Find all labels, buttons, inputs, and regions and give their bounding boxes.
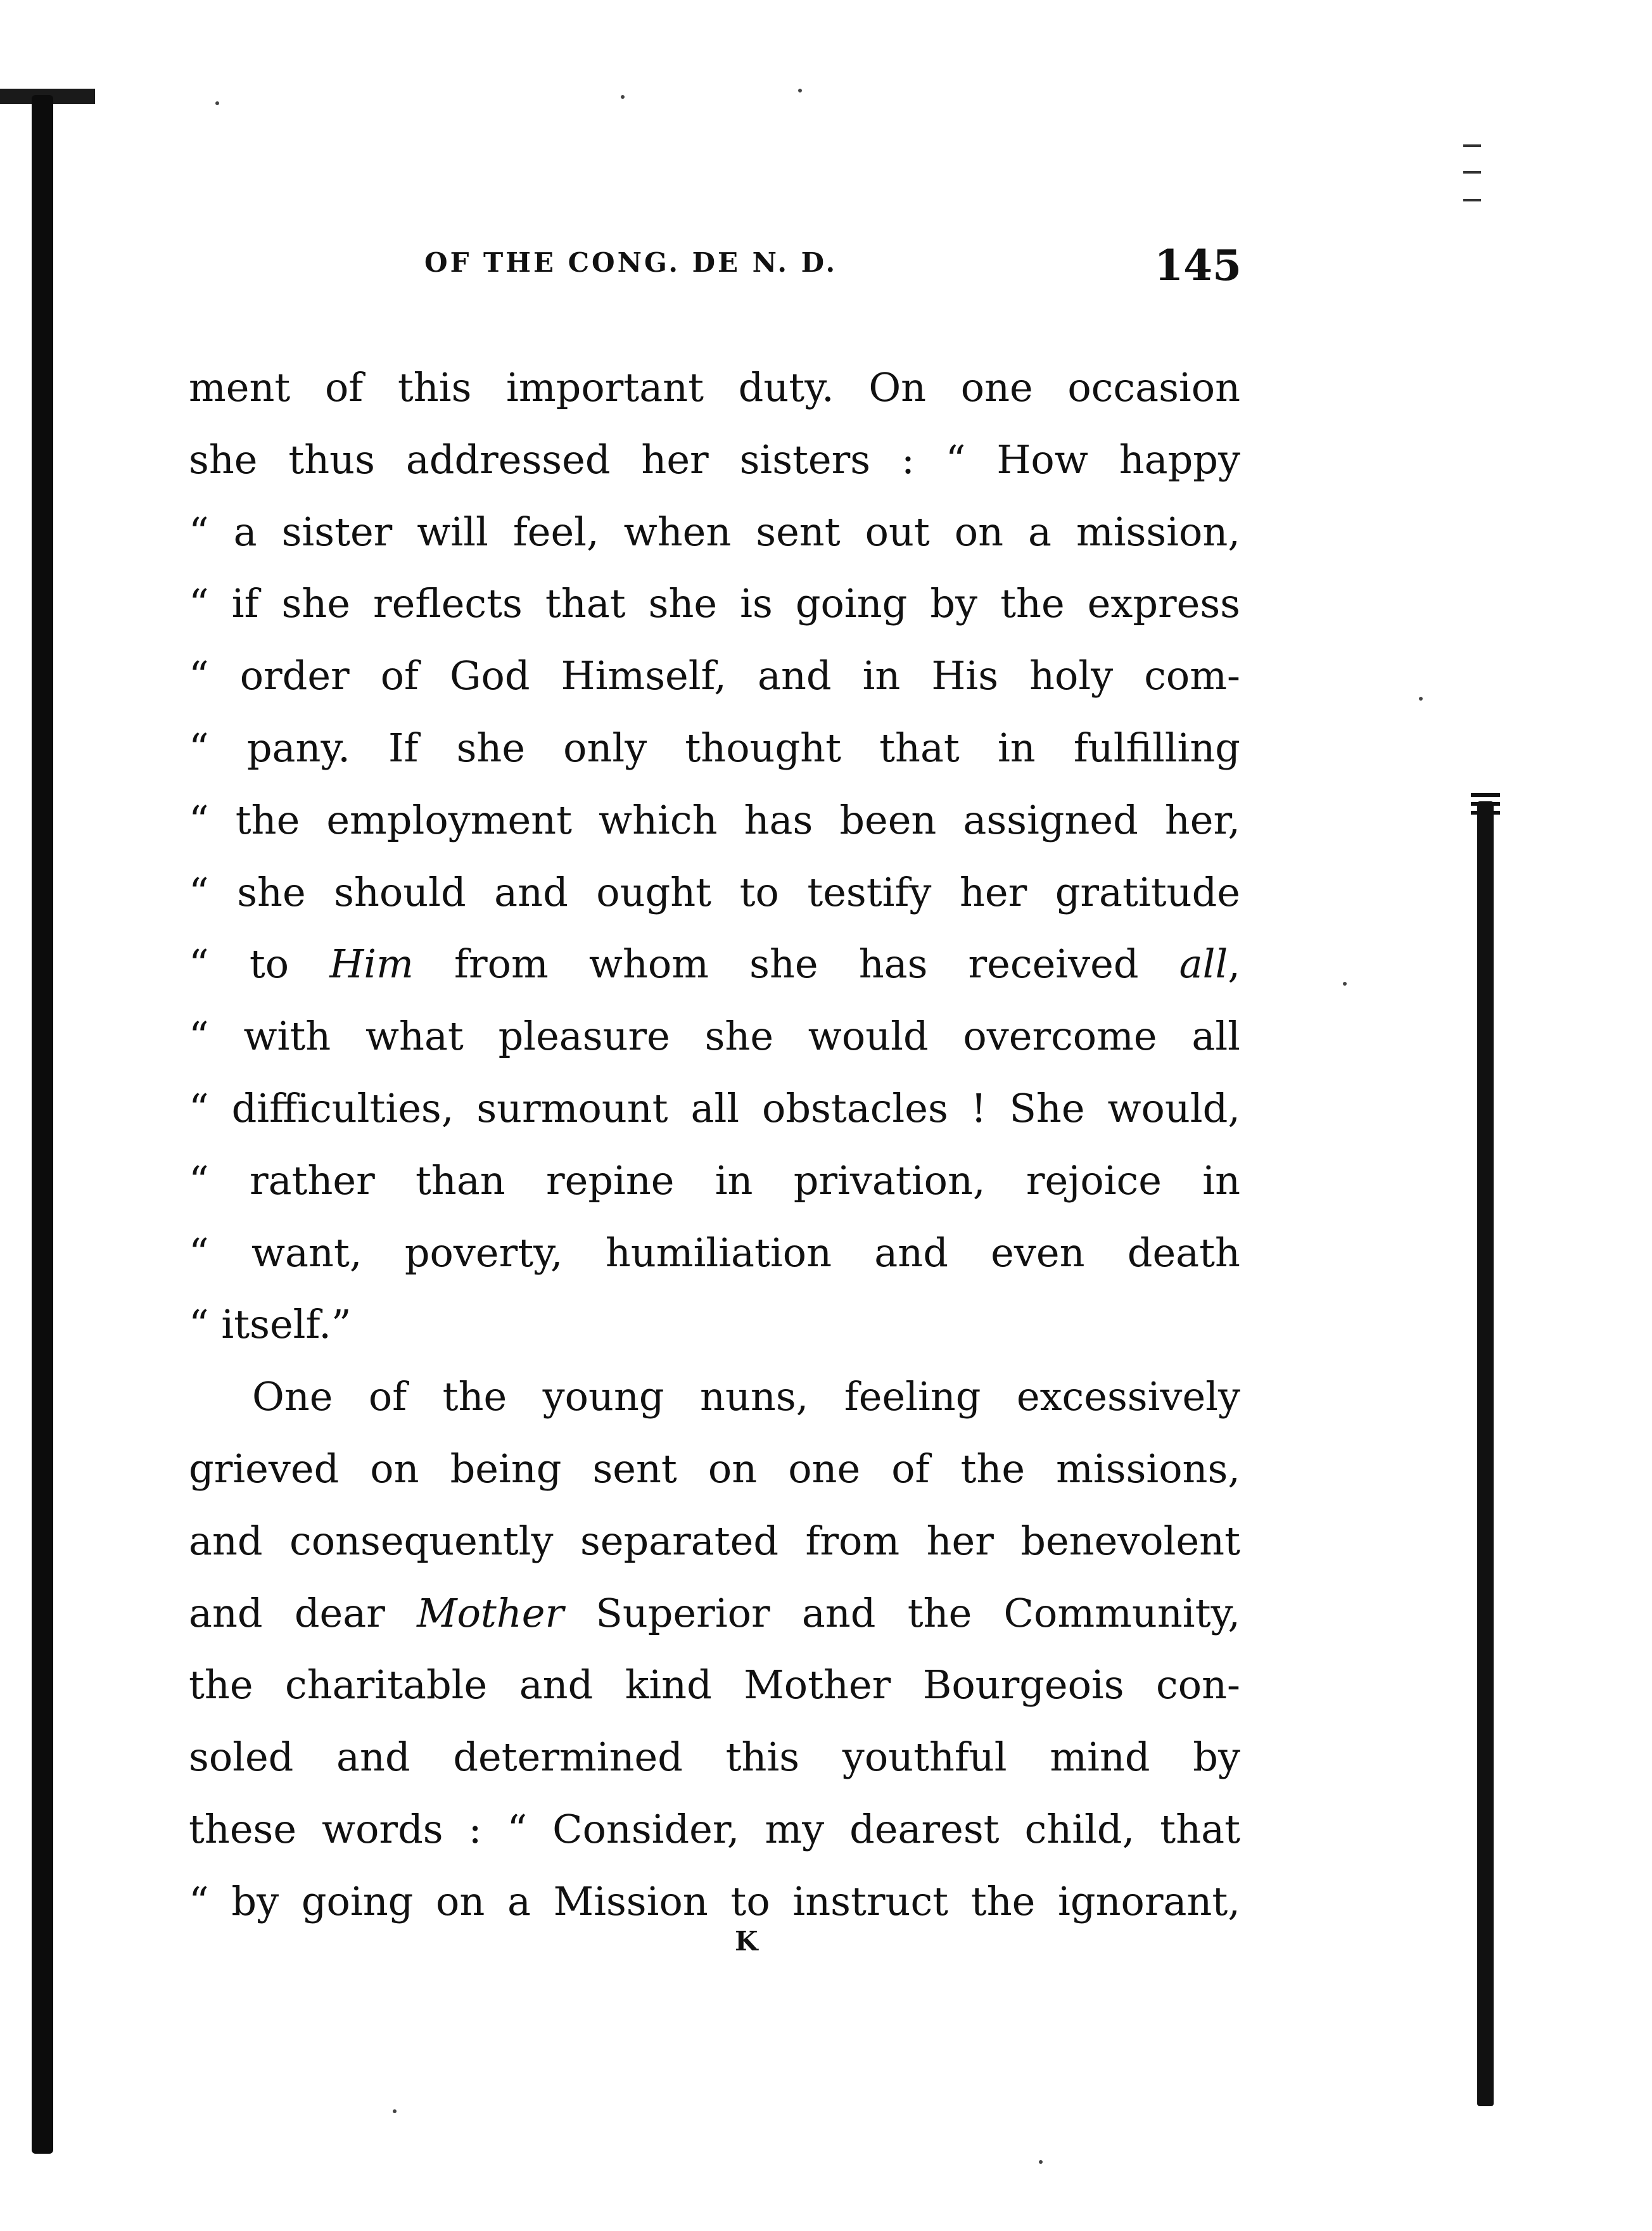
text-run: from whom she has received [413, 941, 1179, 988]
text-line [189, 928, 1240, 1000]
text-line: ment of this important duty. On one occasion [189, 364, 1240, 410]
scan-marks-right [1471, 793, 1500, 797]
text-run: “ to [189, 941, 330, 988]
text-line: “ by going on a Mission to instruct the ignorant, [189, 1878, 1240, 1924]
text-line: “ if she reflects that she is going by the express [189, 580, 1240, 627]
scan-speck [1039, 2160, 1043, 2164]
text-line: “ with what pleasure she would overcome all [189, 1013, 1240, 1060]
text-line: “ order of God Himself, and in His holy com- [189, 652, 1240, 699]
text-line: “ want, poverty, humiliation and even death [189, 1229, 1240, 1276]
italic-word: Him [329, 941, 414, 988]
scan-ticks-top-right [1463, 144, 1481, 147]
scan-speck [1419, 697, 1423, 701]
text-line [189, 1577, 1240, 1649]
text-line: the charitable and kind Mother Bourgeois con- [189, 1662, 1240, 1708]
body-text [189, 352, 1240, 1938]
scan-binding-right [1477, 801, 1494, 2106]
text-line: soled and determined this youthful mind by [189, 1734, 1240, 1781]
text-line: “ pany. If she only thought that in fulfilling [189, 724, 1240, 771]
scan-speck [393, 2109, 397, 2113]
text-line: these words : “ Consider, my dearest child, that [189, 1805, 1240, 1852]
page-number: 145 [1154, 241, 1242, 290]
text-line: she thus addressed her sisters : “ How happy [189, 436, 1240, 483]
scan-speck [215, 101, 219, 105]
text-line: One of the young nuns, feeling excessively [252, 1373, 1240, 1420]
text-run: Superior and the Community, [564, 1589, 1241, 1636]
scan-binding-left [32, 95, 53, 2154]
scan-speck [798, 89, 802, 92]
running-title: OF THE CONG. DE N. D. [424, 247, 838, 278]
italic-word: Mother [417, 1589, 564, 1636]
scan-speck [1343, 982, 1347, 986]
text-line: “ a sister will feel, when sent out on a mission, [189, 508, 1240, 555]
text-line: and consequently separated from her benevolent [189, 1517, 1240, 1564]
running-head [190, 241, 1242, 304]
text-line: “ rather than repine in privation, rejoice in [189, 1157, 1240, 1204]
text-line: “ she should and ought to testify her gratitude [189, 868, 1240, 915]
italic-word: all [1179, 941, 1228, 988]
scan-speck [621, 95, 625, 99]
text-line: “ itself.” [189, 1301, 352, 1348]
text-run: and dear [189, 1589, 417, 1636]
text-line: grieved on being sent on one of the missions, [189, 1445, 1240, 1492]
text-line: “ the employment which has been assigned her, [189, 796, 1240, 843]
text-line: “ difficulties, surmount all obstacles ! She would, [189, 1084, 1240, 1131]
text-run: , [1228, 941, 1240, 988]
signature-mark: K [735, 1926, 759, 1957]
